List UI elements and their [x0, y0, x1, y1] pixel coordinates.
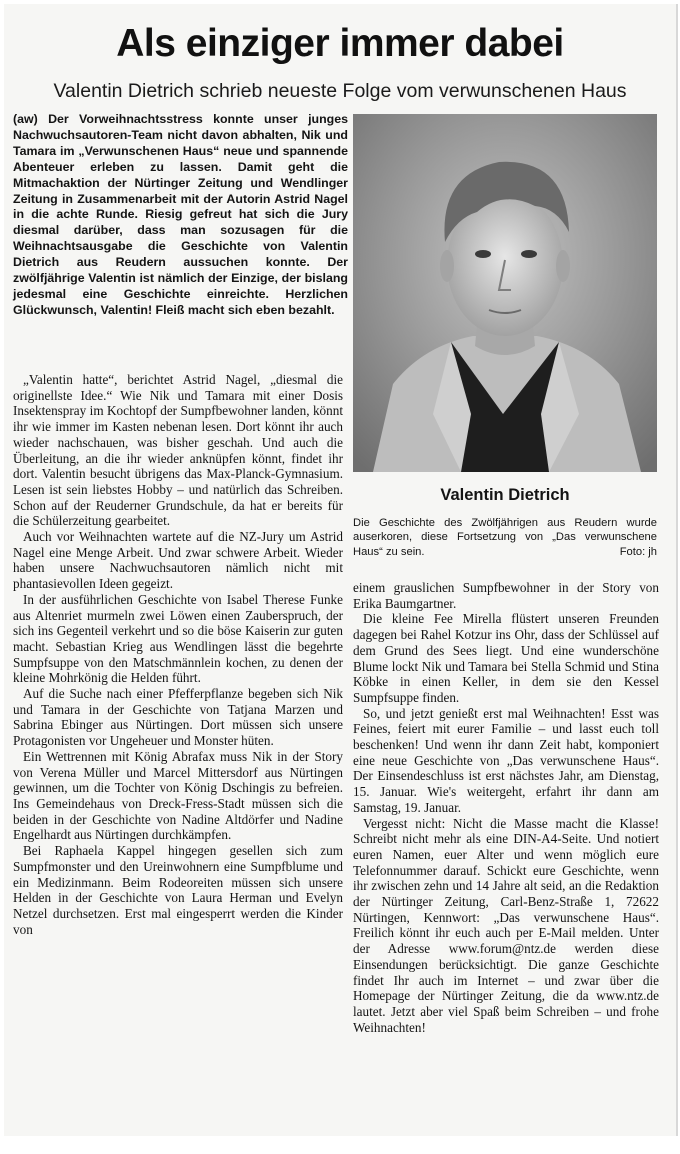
body-paragraph: Ein Wettrennen mit König Abrafax muss Nik in der Story von Verena Müller und Marcel Mittersdorf aus Nürtingen gewinnen, um die Tochter von König Dschingis zu befreien. Ins Gemeindehaus von Dreck-Fress-Stadt müssen sich die beiden in der Geschichte von Nadine Altdörfer und Nadine Engelhardt aus Nürtingen durchkämpfen. [13, 748, 343, 843]
body-paragraph: „Valentin hatte“, berichtet Astrid Nagel, „diesmal die originellste Idee.“ Wie Nik und Tamara mit einer Dosis Insektenspray im Kochtopf der Sumpfbewohner landen, könnt ihr wie immer im Kasten nebenan lesen. Dort könnt ihr auch wieder nachschauen, was bisher geschah. Und auch die Überleitung, an die ihr wieder anknüpfen könnt, findet ihr dort. Valentin besucht übrigens das Max-Planck-Gymnasium. Lesen ist sein liebstes Hobby – und natürlich das Schreiben. Schon auf der Reuderner Grundschule, da hat er bereits für die Schülerzeitung gearbeitet. [13, 372, 343, 529]
photo-caption-text: Die Geschichte des Zwölfjährigen aus Reudern wurde auserkoren, diese Fortsetzung von „Das verwunschene Haus“ zu sein. [353, 517, 657, 558]
body-column-right [353, 580, 659, 1035]
body-paragraph: Vergesst nicht: Nicht die Masse macht die Klasse! Schreibt nicht mehr als eine DIN-A4-Seite. Und notiert euren Namen, euer Alter und wenn möglich eure Telefonnummer darauf. Schickt eure Geschichte, wenn ihr zwischen zehn und 14 Jahre alt seid, an die Redaktion der Nürtinger Zeitung, Carl-Benz-Straße 1, 72622 Nürtingen, Kennwort: „Das verwunschene Haus“. Freilich könnt ihr euch auch per E-Mail melden. Unter der Adresse www.forum@ntz.de werden diese Einsendungen berücksichtigt. Die ganze Geschichte findet Ihr auch im Internet – und zwar über die Homepage der Nürtinger Zeitung, die da www.ntz.de lautet. Jetzt aber viel Spaß beim Schreiben – und frohe Weihnachten! [353, 815, 659, 1035]
photo-caption [353, 516, 657, 559]
headline: Als einziger immer dabei [116, 22, 564, 65]
subheadline: Valentin Dietrich schrieb neueste Folge vom verwunschenen Haus [53, 80, 627, 102]
body-column-left [13, 372, 343, 937]
body-paragraph: Auf die Suche nach einer Pfefferpflanze begeben sich Nik und Tamara in der Geschichte von Tatjana Marzen und Sabrina Ebinger aus Nürtingen. Dort müssen sich unsere Protagonisten vor Ungeheuer und Monster hüten. [13, 686, 343, 749]
photo-credit: Foto: jh [619, 545, 657, 558]
portrait-illustration [353, 114, 657, 472]
photo-caption-name: Valentin Dietrich [440, 486, 570, 504]
body-paragraph: So, und jetzt genießt erst mal Weihnachten! Esst was Feines, feiert mit eurer Familie – und lasst euch toll beschenken! Und wenn ihr dann Zeit habt, komponiert eine neue Geschichte von „Das verwunschene Haus“. Der Einsendeschluss ist erst nächstes Jahr, am Dienstag, 15. Januar. Wie's weitergeht, erfahrt ihr dann am Samstag, 19. Januar. [353, 705, 659, 815]
body-paragraph: Auch vor Weihnachten wartete auf die NZ-Jury um Astrid Nagel eine Menge Arbeit. Und zwar schwere Arbeit. Wieder haben unsere Nachwuchsautoren nämlich nicht mit phantasievollen Ideen gegeizt. [13, 529, 343, 592]
body-paragraph: In der ausführlichen Geschichte von Isabel Therese Funke aus Altenriet murmeln zwei Löwen einen Zauberspruch, der sich ins Gegenteil verkehrt und so die böse Kaiserin zur guten macht. Sebastian Krieg aus Wendlingen lässt die begehrte Sumpfsuppe von den Matschmännlein kochen, zu denen der kleine Mohrkönig die Helden führt. [13, 591, 343, 686]
body-paragraph: Bei Raphaela Kappel hingegen gesellen sich zum Sumpfmonster und den Ureinwohnern eine Sumpfblume und ein Medizinmann. Beim Rodeoreiten müssen sich unsere Helden in der Geschichte von Laura Herman und Evelyn Netzel durchsetzen. Erst mal eingesperrt werden die Kinder von [13, 843, 343, 937]
lead-paragraph: (aw) Der Vorweihnachtsstress konnte unser junges Nachwuchsautoren-Team nicht davon abhalten, Nik und Tamara im „Verwunschenen Haus“ neue und spannende Abenteuer erleben zu lassen. Damit geht die Mitmachaktion der Nürtinger Zeitung und Wendlinger Zeitung in Zusammenarbeit mit der Autorin Astrid Nagel in die achte Runde. Riesig gefreut hat sich die Jury diesmal darüber, dass man sozusagen für die Weihnachtsausgabe die Geschichte von Valentin Dietrich aus Reudern aussuchen konnte. Der zwölfjährige Valentin ist nämlich der Einzige, der bislang jedesmal eine Geschichte einreichte. Herzlichen Glückwunsch, Valentin! Fleiß macht sich eben bezahlt. [13, 112, 348, 317]
portrait-photo [353, 114, 657, 472]
body-paragraph: Die kleine Fee Mirella flüstert unseren Freunden dagegen bei Rahel Kotzur ins Ohr, dass der Schlüssel auf dem Grund des Sees liegt. Und eine wunderschöne Blume lockt Nik und Tamara bei Stella Schmid und Stina Köbke in einen Keller, in dem sie den Kessel Sumpfsuppe finden. [353, 611, 659, 705]
body-paragraph: einem grauslichen Sumpfbewohner in der Story von Erika Baumgartner. [353, 580, 659, 611]
